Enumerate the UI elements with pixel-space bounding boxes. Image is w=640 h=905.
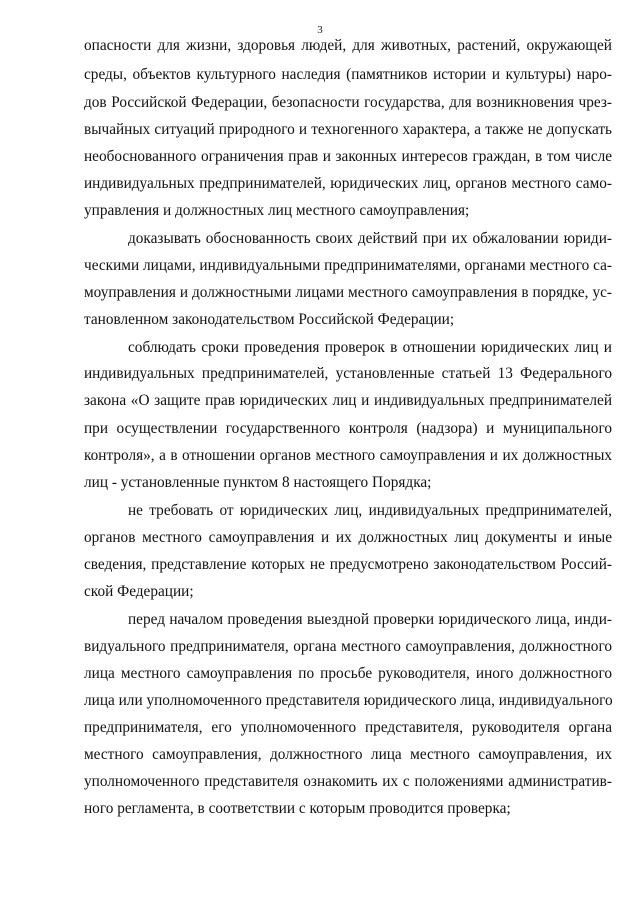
text-line: необоснованного ограничения прав и законных интересов граждан, в том числе [84,148,612,165]
text-line: контроля», а в отношении органов местного самоуправления и их должностных [84,447,612,464]
text-line: индивидуальных предпринимателей, юридических лиц, органов местного само- [84,175,612,192]
text-line: дов Российской Федерации, безопасности государства, для возникновения чрез- [84,94,612,111]
text-line: среды, объектов культурного наследия (памятников истории и культуры) наро- [84,66,612,83]
text-line: доказывать обоснованность своих действий при их обжаловании юриди- [128,230,612,247]
text-line: вычайных ситуаций природного и техногенного характера, а также не допускать [84,121,612,138]
text-line: видуального предпринимателя, органа местного самоуправления, должностного [84,638,612,655]
text-line: моуправления и должностными лицами местного самоуправления в порядке, ус- [84,284,612,301]
text-line: ской Федерации; [84,583,194,600]
text-line: лиц - установленные пунктом 8 настоящего Порядка; [84,474,432,491]
text-line: при осуществлении государственного контроля (надзора) и муниципального [84,420,612,437]
text-line: закона «О защите прав юридических лиц и индивидуальных предпринимателей [84,392,612,409]
text-line: ческими лицами, индивидуальными предпринимателями, органами местного са- [84,257,612,274]
text-line: тановленном законодательством Российской Федерации; [84,311,455,328]
text-line: перед началом проведения выездной проверки юридического лица, инди- [128,611,612,628]
text-line: управления и должностных лиц местного самоуправления; [84,202,470,219]
text-line: предпринимателя, его уполномоченного представителя, руководителя органа [84,719,612,736]
text-line: органов местного самоуправления и их должностных лиц документы и иные [84,529,612,546]
text-line: лица или уполномоченного представителя юридического лица, индивидуального [84,692,613,709]
text-line: индивидуальных предпринимателей, установленные статьей 13 Федерального [84,365,612,382]
text-line: соблюдать сроки проведения проверок в отношении юридических лиц и [128,339,612,356]
text-line: местного самоуправления, должностного лица местного самоуправления, их [84,746,612,763]
text-line: лица местного самоуправления по просьбе руководителя, иного должностного [84,665,612,682]
text-line: ного регламента, в соответствии с которым проводится проверка; [84,800,511,817]
text-line: сведения, представление которых не предусмотрено законодательством Россий- [84,556,612,573]
text-line: опасности для жизни, здоровья людей, для животных, растений, окружающей [84,37,612,54]
text-line: не требовать от юридических лиц, индивидуальных предпринимателей, [128,502,612,519]
page-number: 3 [317,24,323,36]
text-line: уполномоченного представителя ознакомить их с положениями административ- [84,773,612,790]
